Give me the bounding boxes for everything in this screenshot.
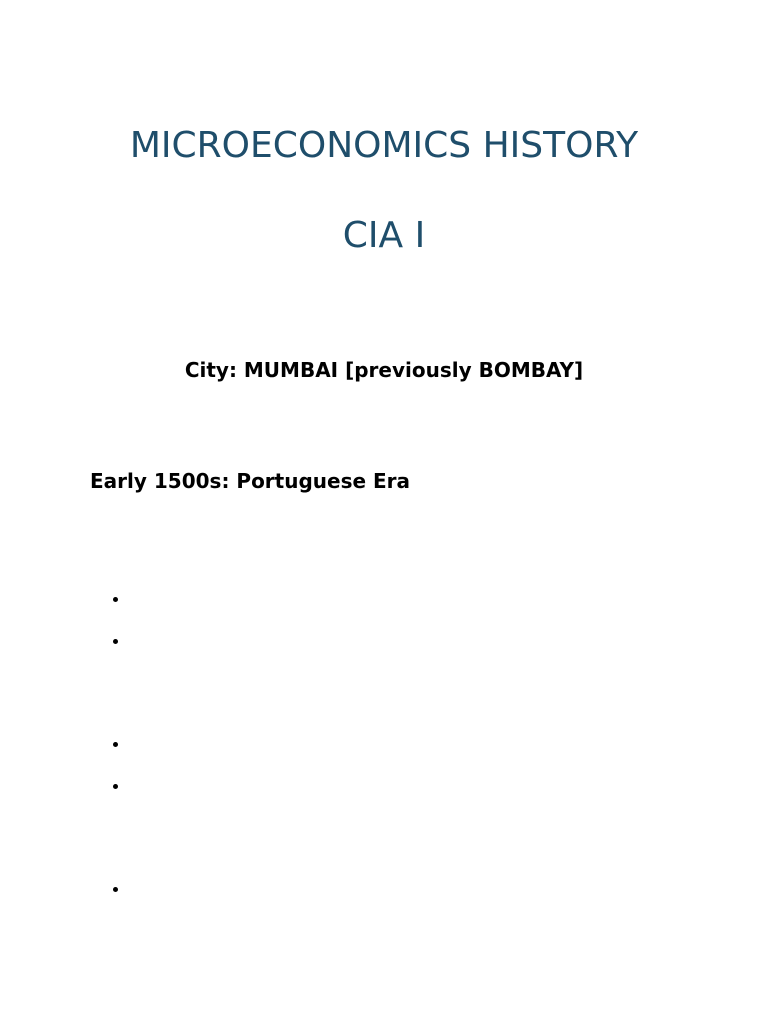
bullet-point [112, 741, 120, 749]
document-subtitle: CIA I [342, 215, 426, 256]
bullet-point [112, 596, 120, 604]
bullet-point [112, 638, 120, 646]
document-title: MICROECONOMICS HISTORY [129, 125, 639, 166]
bullet-point [112, 783, 120, 791]
city-line: City: MUMBAI [previously BOMBAY] [184, 358, 584, 382]
bullet-point [112, 886, 120, 894]
section-heading: Early 1500s: Portuguese Era [90, 469, 411, 493]
